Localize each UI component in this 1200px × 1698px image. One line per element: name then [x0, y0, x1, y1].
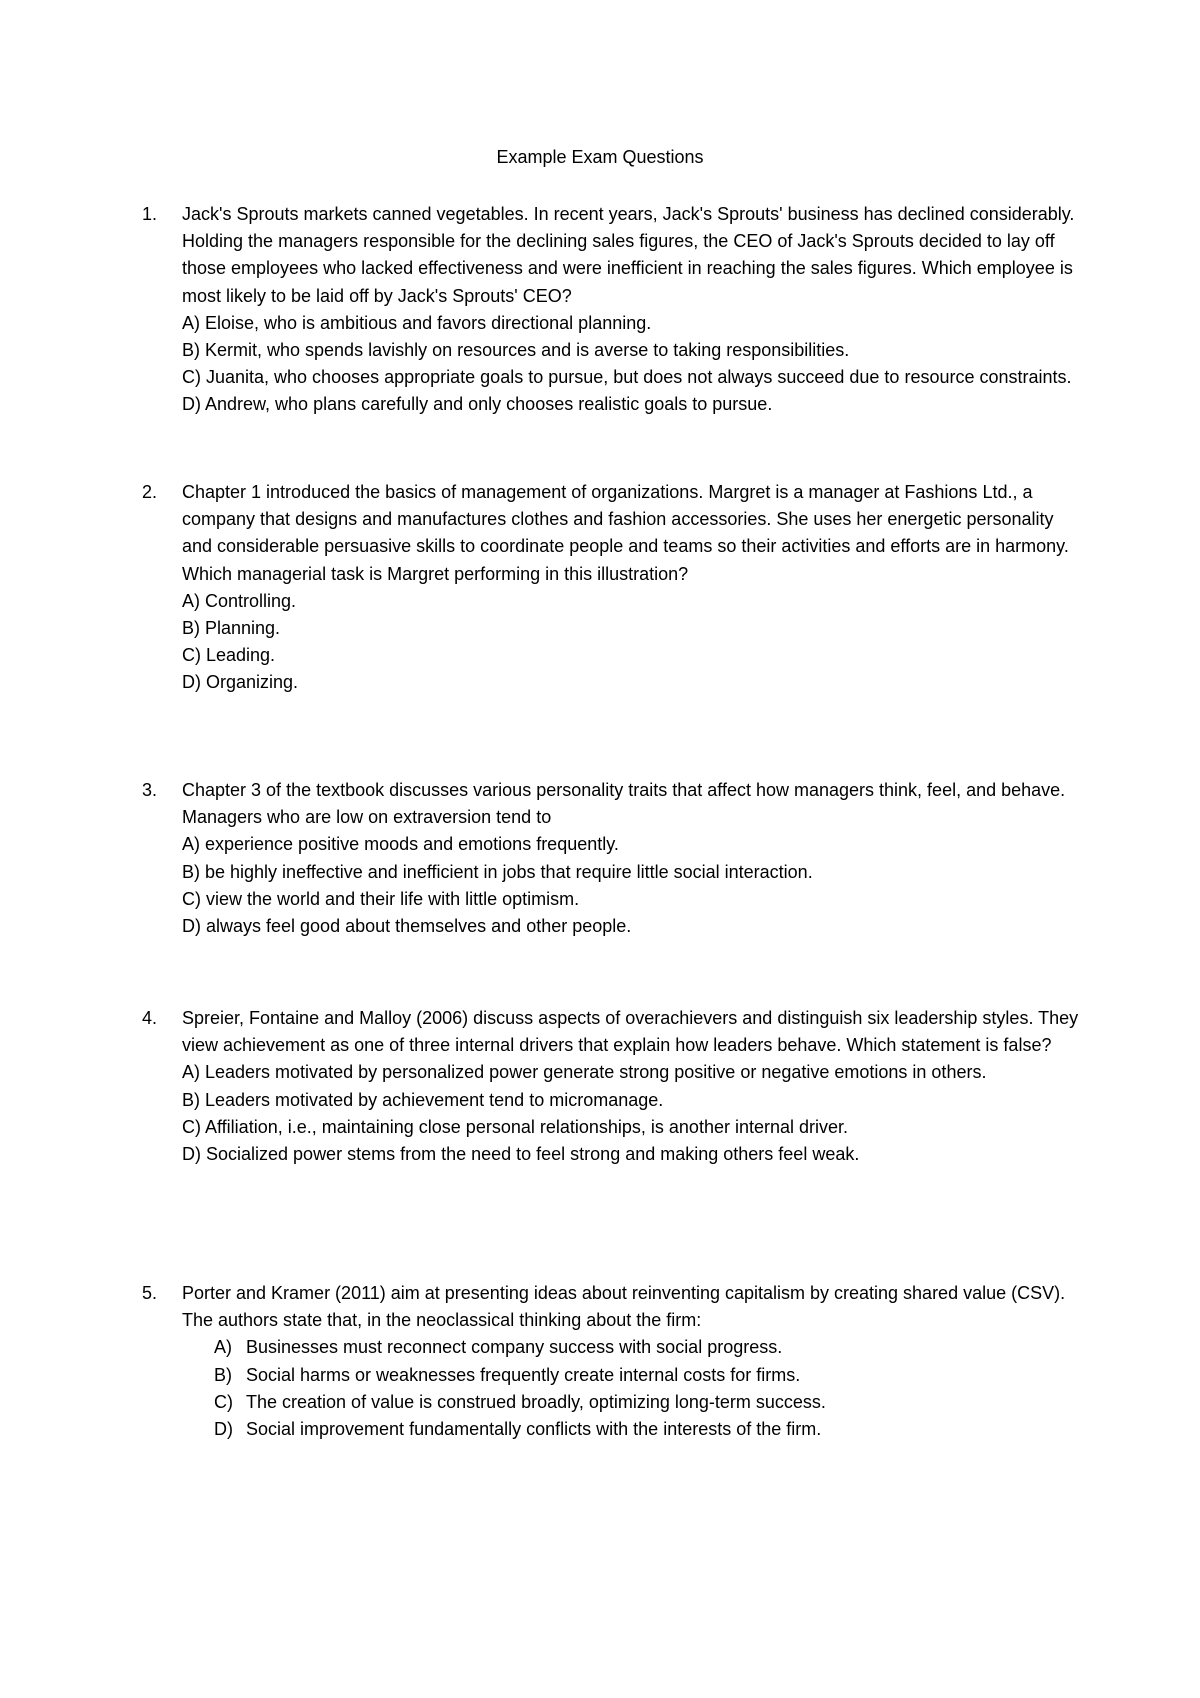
answer-options	[182, 1334, 1082, 1443]
question-text: Jack's Sprouts markets canned vegetables. In recent years, Jack's Sprouts' business has declined considerably. Holding the managers responsible for the declining sales figures, the CEO of Jack's Sprouts decided to lay off those employees who lacked effectiveness and were inefficient in reaching the sales figures. Which employee is most likely to be laid off by Jack's Sprouts' CEO?	[182, 204, 1075, 306]
answer-option-b: B) Kermit, who spends lavishly on resources and is averse to taking responsibilities.	[182, 340, 850, 361]
question-text: Porter and Kramer (2011) aim at presenting ideas about reinventing capitalism by creating shared value (CSV). The authors state that, in the neoclassical thinking about the firm:	[182, 1283, 1066, 1331]
answer-option-b: B) Leaders motivated by achievement tend to micromanage.	[182, 1089, 664, 1110]
option-letter: A)	[214, 1337, 232, 1358]
answer-option-c: C) Leading.	[182, 645, 276, 666]
answer-option-a: A) experience positive moods and emotions frequently.	[182, 834, 619, 855]
question-text: Chapter 3 of the textbook discusses various personality traits that affect how managers think, feel, and behave. Managers who are low on extraversion tend to	[182, 780, 1066, 828]
answer-option-c: C) Affiliation, i.e., maintaining close personal relationships, is another internal driver.	[182, 1116, 849, 1137]
question-body	[182, 777, 1082, 940]
answer-option-c	[182, 1389, 1082, 1416]
document-title: Example Exam Questions	[496, 147, 704, 167]
option-letter: B)	[214, 1364, 232, 1385]
answer-option-c: C) view the world and their life with little optimism.	[182, 888, 580, 909]
answer-option-a: A) Leaders motivated by personalized power generate strong positive or negative emotions in others.	[182, 1062, 987, 1083]
question-3	[142, 777, 1082, 940]
option-text: The creation of value is construed broadly, optimizing long-term success.	[246, 1391, 826, 1412]
question-body	[182, 479, 1082, 697]
question-5	[142, 1280, 1082, 1443]
answer-option-a: A) Controlling.	[182, 590, 297, 611]
question-number: 4.	[142, 1008, 158, 1028]
answer-options	[182, 831, 1082, 940]
option-letter: C)	[214, 1391, 233, 1412]
answer-option-d	[182, 1416, 1082, 1443]
answer-option-d: D) Socialized power stems from the need to feel strong and making others feel weak.	[182, 1144, 860, 1165]
question-number: 1.	[142, 204, 158, 224]
option-text: Social harms or weaknesses frequently create internal costs for firms.	[246, 1364, 801, 1385]
answer-options	[182, 310, 1082, 419]
answer-option-b: B) Planning.	[182, 618, 281, 639]
question-text: Chapter 1 introduced the basics of management of organizations. Margret is a manager at Fashions Ltd., a company that designs and manufactures clothes and fashion accessories. She uses her energetic personality and considerable persuasive skills to coordinate people and teams so their activities and efforts are in harmony. Which managerial task is Margret performing in this illustration?	[182, 482, 1069, 584]
answer-option-a: A) Eloise, who is ambitious and favors directional planning.	[182, 312, 652, 333]
option-text: Social improvement fundamentally conflicts with the interests of the firm.	[246, 1419, 822, 1440]
question-4	[142, 1005, 1082, 1168]
answer-option-a	[182, 1334, 1082, 1361]
answer-option-b: B) be highly ineffective and inefficient in jobs that require little social interaction.	[182, 861, 813, 882]
question-number: 2.	[142, 482, 158, 502]
answer-options	[182, 1059, 1082, 1168]
question-text: Spreier, Fontaine and Malloy (2006) discuss aspects of overachievers and distinguish six leadership styles. They view achievement as one of three internal drivers that explain how leaders behave. Which statement is false?	[182, 1008, 1079, 1056]
question-body	[182, 201, 1082, 419]
option-text: Businesses must reconnect company success with social progress.	[246, 1337, 783, 1358]
question-body	[182, 1005, 1082, 1168]
answer-option-d: D) Organizing.	[182, 672, 299, 693]
question-number: 3.	[142, 780, 158, 800]
answer-option-d: D) Andrew, who plans carefully and only chooses realistic goals to pursue.	[182, 394, 773, 415]
option-letter: D)	[214, 1419, 233, 1440]
answer-option-c: C) Juanita, who chooses appropriate goals to pursue, but does not always succeed due to resource constraints.	[182, 367, 1072, 388]
question-number: 5.	[142, 1283, 158, 1303]
answer-option-d: D) always feel good about themselves and other people.	[182, 916, 632, 937]
answer-options	[182, 588, 1082, 697]
question-2	[142, 479, 1082, 697]
answer-option-b	[182, 1362, 1082, 1389]
question-body	[182, 1280, 1082, 1443]
question-1	[142, 201, 1082, 419]
